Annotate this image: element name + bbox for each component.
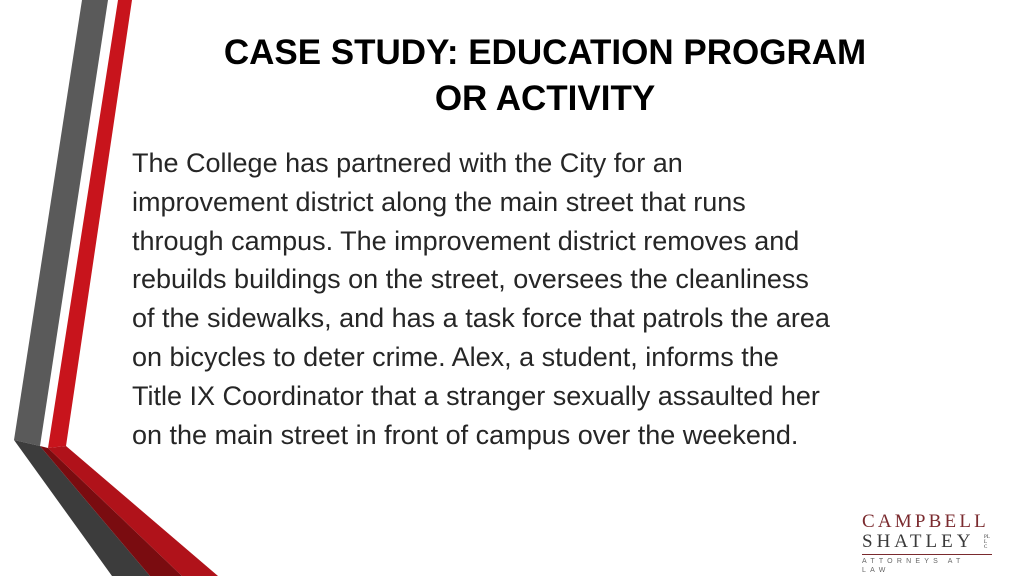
body-line: of the sidewalks, and has a task force that patrols the area [132, 303, 830, 334]
title-line: CASE STUDY: EDUCATION PROGRAM [223, 33, 867, 72]
body-line: through campus. The improvement district removes and [132, 225, 800, 256]
title-line: OR ACTIVITY [434, 79, 656, 118]
logo-divider [862, 554, 992, 555]
body-line: on bicycles to deter crime. Alex, a student, informs the [132, 341, 779, 372]
campbell-shatley-logo [862, 511, 994, 574]
logo-line-campbell: CAMPBELL [862, 511, 989, 532]
logo-suffix: PLLC [984, 535, 990, 550]
case-study-body [132, 144, 982, 454]
body-line: on the main street in front of campus over the weekend. [132, 419, 799, 450]
body-line: rebuilds buildings on the street, oversees the cleanliness [132, 264, 809, 295]
logo-tagline: ATTORNEYS AT LAW [862, 558, 965, 574]
body-line: The College has partnered with the City for an [132, 148, 683, 178]
slide-title [150, 30, 940, 122]
body-line: Title IX Coordinator that a stranger sexually assaulted her [132, 380, 820, 411]
body-line: improvement district along the main street that runs [132, 186, 746, 217]
logo-line-shatley: SHATLEY [862, 531, 975, 552]
